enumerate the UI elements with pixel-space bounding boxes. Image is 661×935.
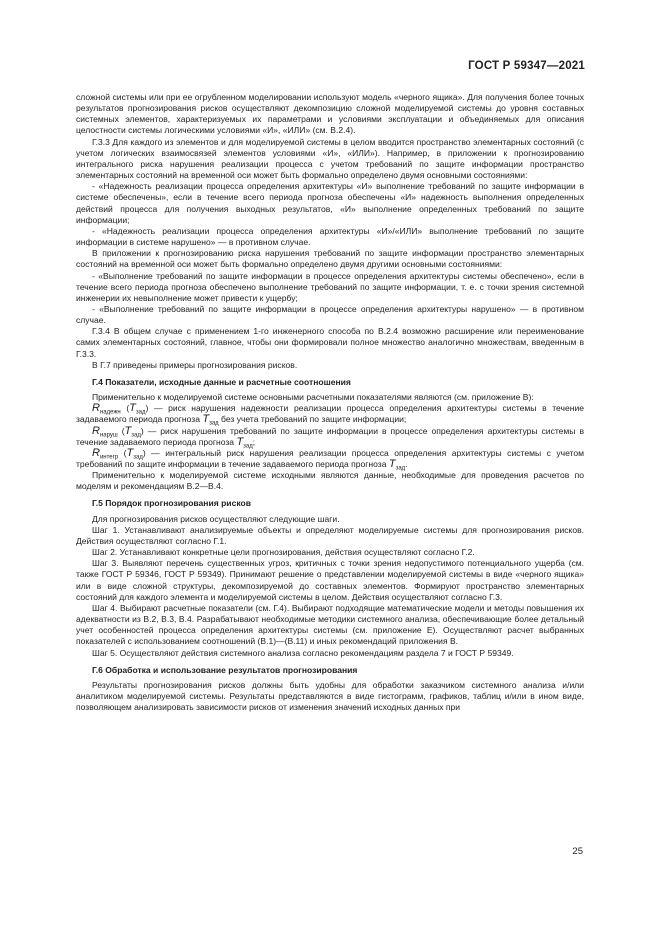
section-heading-g6: Г.6 Обработка и использование результатов прогнозирования <box>92 664 358 675</box>
standard-header: ГОСТ Р 59347—2021 <box>468 60 585 72</box>
formula-risk-integral: $R_{интегр}$ $(T_{зад})$ — интегральный риск нарушения реализации процесса определения архитектуры системы с учетом требований по защите информации в течение задаваемого периода прогноза $T_{зад}$. <box>76 446 584 472</box>
step-3: Шаг 3. Выявляют перечень существенных угроз, критичных с точки зрения недопустимого потенциального ущерба (см. также ГОСТ Р 59346, ГОСТ Р 59349). Принимают решение о представлении моделируемой системы в виде «черного ящика» или в виде сложной структуры, декомпозируемой до составных элементов. Формируют пространство элементарных состояний для каждого элемента и моделируемой системы в целом. Действия осуществляют согласно Г.3. <box>76 558 584 602</box>
page-content <box>76 92 584 713</box>
paragraph: Г.3.3 Для каждого из элементов и для моделируемой системы в целом вводится пространство элементарных состояний (с учетом логических взаимосвязей элементов условиями «И», «ИЛИ»). Например, в приложении к прогнозированию интегрального риска нарушения реализации процесса с учетом требований по защите информации пространство элементарных состояний на временной оси может быть формально определено двумя основными состояниями: <box>76 136 584 181</box>
list-item: - «Надежность реализации процесса определения архитектуры «И» выполнение требований по защите информации в системе обеспечены», если в течение всего периода прогноза обеспечены «И» надежность выполнения определенных действий процесса для получения выходных результатов, «И» выполнение определенных требований по защите информации; <box>76 181 584 225</box>
paragraph: В приложении к прогнозированию риска нарушения требований по защите информации пространство элементарных состояний на временной оси может быть формально определено двумя другими основными состояниями: <box>76 248 584 270</box>
section-heading-g5: Г.5 Порядок прогнозирования рисков <box>92 498 251 509</box>
paragraph: сложной системы или при ее огрубленном моделировании используют модель «черного ящика». Для получения более точных результатов прогнозирования рисков осуществляют декомпозицию сложной моделируемой системы до уровня составных системных элементов, характеризуемых их параметрами и условиями эксплуатации и объединяемых для описания целостности системы логическими условиями «И», «ИЛИ» (см. В.2.4). <box>76 92 584 136</box>
step-2: Шаг 2. Устанавливают конкретные цели прогнозирования, действия осуществляют согласно Г.2. <box>92 547 475 558</box>
formula-risk-violation: $R_{наруш}$ $(T_{зад})$ — риск нарушения требований по защите информации в процессе определения архитектуры системы в течение задаваемого периода прогноза $T_{зад}$; <box>76 424 584 450</box>
step-1: Шаг 1. Устанавливают анализируемые объекты и определяют моделируемые системы для прогнозирования рисков. Действия осуществляют согласно Г.1. <box>76 524 584 546</box>
paragraph: Г.3.4 В общем случае с применением 1-го инженерного способа по В.2.4 возможно расширение или переименование самих элементарных состояний, главное, чтобы они формировали полное множество аналогично множествам, введенным в Г.3.3. <box>76 326 584 359</box>
page-number: 25 <box>572 846 583 857</box>
paragraph: Применительно к моделируемой системе основными расчетными показателями являются (см. приложение В): <box>92 392 534 403</box>
step-4: Шаг 4. Выбирают расчетные показатели (см. Г.4). Выбирают подходящие математические модели и методы повышения их адекватности из В.2, В.3, В.4. Разрабатывают необходимые методики системного анализа, обеспечивающие более детальный учет особенностей процесса определения архитектуры системы (см. приложение Е). Осуществляют расчет выбранных показателей с использованием соотношений (В.1)—(В.11) и иных рекомендаций приложения В. <box>76 602 584 647</box>
paragraph: Для прогнозирования рисков осуществляют следующие шаги. <box>92 513 340 524</box>
paragraph: Применительно к моделируемой системе исходными являются данные, необходимые для проведения расчетов по моделям и рекомендациям В.2—В.4. <box>76 470 584 492</box>
section-heading-g4: Г.4 Показатели, исходные данные и расчетные соотношения <box>92 376 351 387</box>
paragraph: В Г.7 приведены примеры прогнозирования рисков. <box>92 359 298 370</box>
list-item: - «Выполнение требований по защите информации в процессе определения архитектуры системы обеспечено», если в течение всего периода прогноза обеспечено выполнение требований по защите информации, т. е. с точки зрения системной инженерии их невыполнение может привести к ущербу; <box>76 270 584 303</box>
formula-risk-reliability: $R_{надежн}$ $(T_{зад})$ — риск нарушения надежности реализации процесса определения архитектуры системы в течение задаваемого периода прогноза $T_{зад}$ без учета требований по защите информации; <box>76 402 584 428</box>
list-item: - «Выполнение требований по защите информации в процессе определения архитектуры нарушено» — в противном случае. <box>76 303 584 326</box>
paragraph: Результаты прогнозирования рисков должны быть удобны для обработки заказчиком системного анализа и/или аналитиком моделируемой системы. Результаты представляются в виде гистограмм, графиков, таблиц и/или в ином виде, позволяющем анализировать зависимости рисков от изменения значений исходных данных при <box>76 679 584 713</box>
step-5: Шаг 5. Осуществляют действия системного анализа согласно рекомендациям раздела 7 и ГОСТ Р 59349. <box>92 647 514 658</box>
list-item: - «Надежность реализации процесса определения архитектуры «И»/«ИЛИ» выполнение требований по защите информации в системе нарушено» — в противном случае. <box>76 225 584 248</box>
